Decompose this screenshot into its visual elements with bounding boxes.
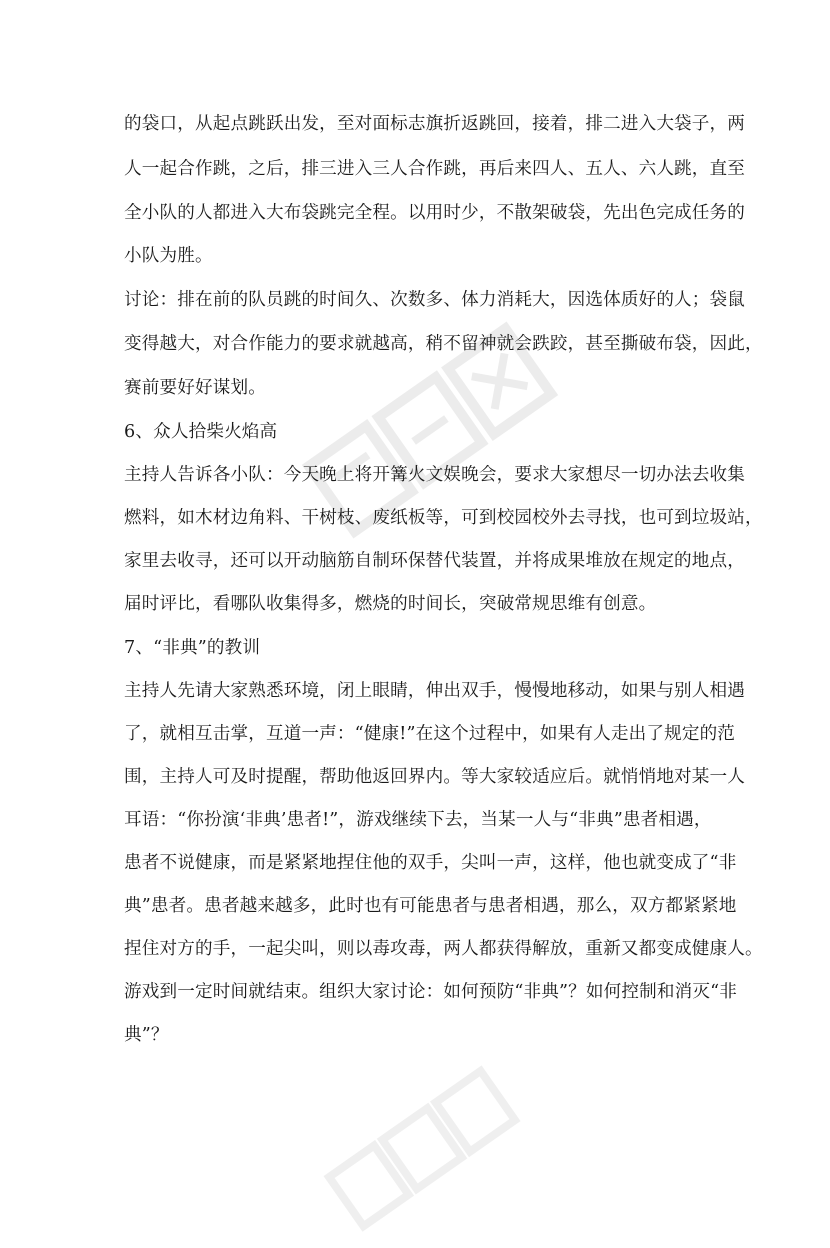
text-line: 变得越大，对合作能力的要求就越高，稍不留神就会跌跤，甚至撕破布袋，因此， xyxy=(124,334,763,354)
text-line: 游戏到一定时间就结束。组织大家讨论：如何预防“非典”？如何控制和消灭“非 xyxy=(124,982,737,1002)
text-line: 了，就相互击掌，互道一声：“健康!”在这个过程中，如果有人走出了规定的范 xyxy=(124,724,736,744)
text-line: 典”？ xyxy=(124,1025,169,1045)
text-line: 小队为胜。 xyxy=(124,246,213,266)
section-heading: 7、“非典”的教训 xyxy=(124,638,261,658)
text-line: 典”患者。患者越来越多，此时也有可能患者与患者相遇，那么，双方都紧紧地 xyxy=(124,896,737,916)
watermark-logo-bottom xyxy=(312,1056,527,1244)
text-line: 讨论：排在前的队员跳的时间久、次数多、体力消耗大，因选体质好的人；袋鼠 xyxy=(124,290,746,310)
text-line: 主持人先请大家熟悉环境，闭上眼睛，伸出双手，慢慢地移动，如果与别人相遇 xyxy=(124,681,746,701)
text-line: 耳语：“你扮演‘非典’患者!”，游戏继续下去，当某一人与“非典”患者相遇， xyxy=(124,810,712,830)
text-line: 的袋口，从起点跳跃出发，至对面标志旗折返跳回，接着，排二进入大袋子，两 xyxy=(124,114,746,134)
section-heading: 6、众人拾柴火焰高 xyxy=(124,422,278,442)
text-line: 赛前要好好谋划。 xyxy=(124,378,266,398)
text-line: 家里去收寻，还可以开动脑筋自制环保替代装置，并将成果堆放在规定的地点， xyxy=(124,551,746,571)
text-line: 届时评比，看哪队收集得多，燃烧的时间长，突破常规思维有创意。 xyxy=(124,594,657,614)
text-line: 燃料，如木材边角料、干树枝、废纸板等，可到校园校外去寻找，也可到垃圾站， xyxy=(124,508,763,528)
text-line: 围，主持人可及时提醒，帮助他返回界内。等大家较适应后。就悄悄地对某一人 xyxy=(124,767,746,787)
text-line: 全小队的人都进入大布袋跳完全程。以用时少，不散架破袋，先出色完成任务的 xyxy=(124,203,746,223)
text-line: 主持人告诉各小队：今天晚上将开篝火文娱晚会，要求大家想尽一切办法去收集 xyxy=(124,465,746,485)
text-line: 捏住对方的手，一起尖叫，则以毒攻毒，两人都获得解放，重新又都变成健康人。 xyxy=(124,939,763,959)
text-line: 患者不说健康，而是紧紧地捏住他的双手，尖叫一声，这样，他也就变成了“非 xyxy=(124,853,737,873)
text-line: 人一起合作跳，之后，排三进入三人合作跳，再后来四人、五人、六人跳，直至 xyxy=(124,159,746,179)
